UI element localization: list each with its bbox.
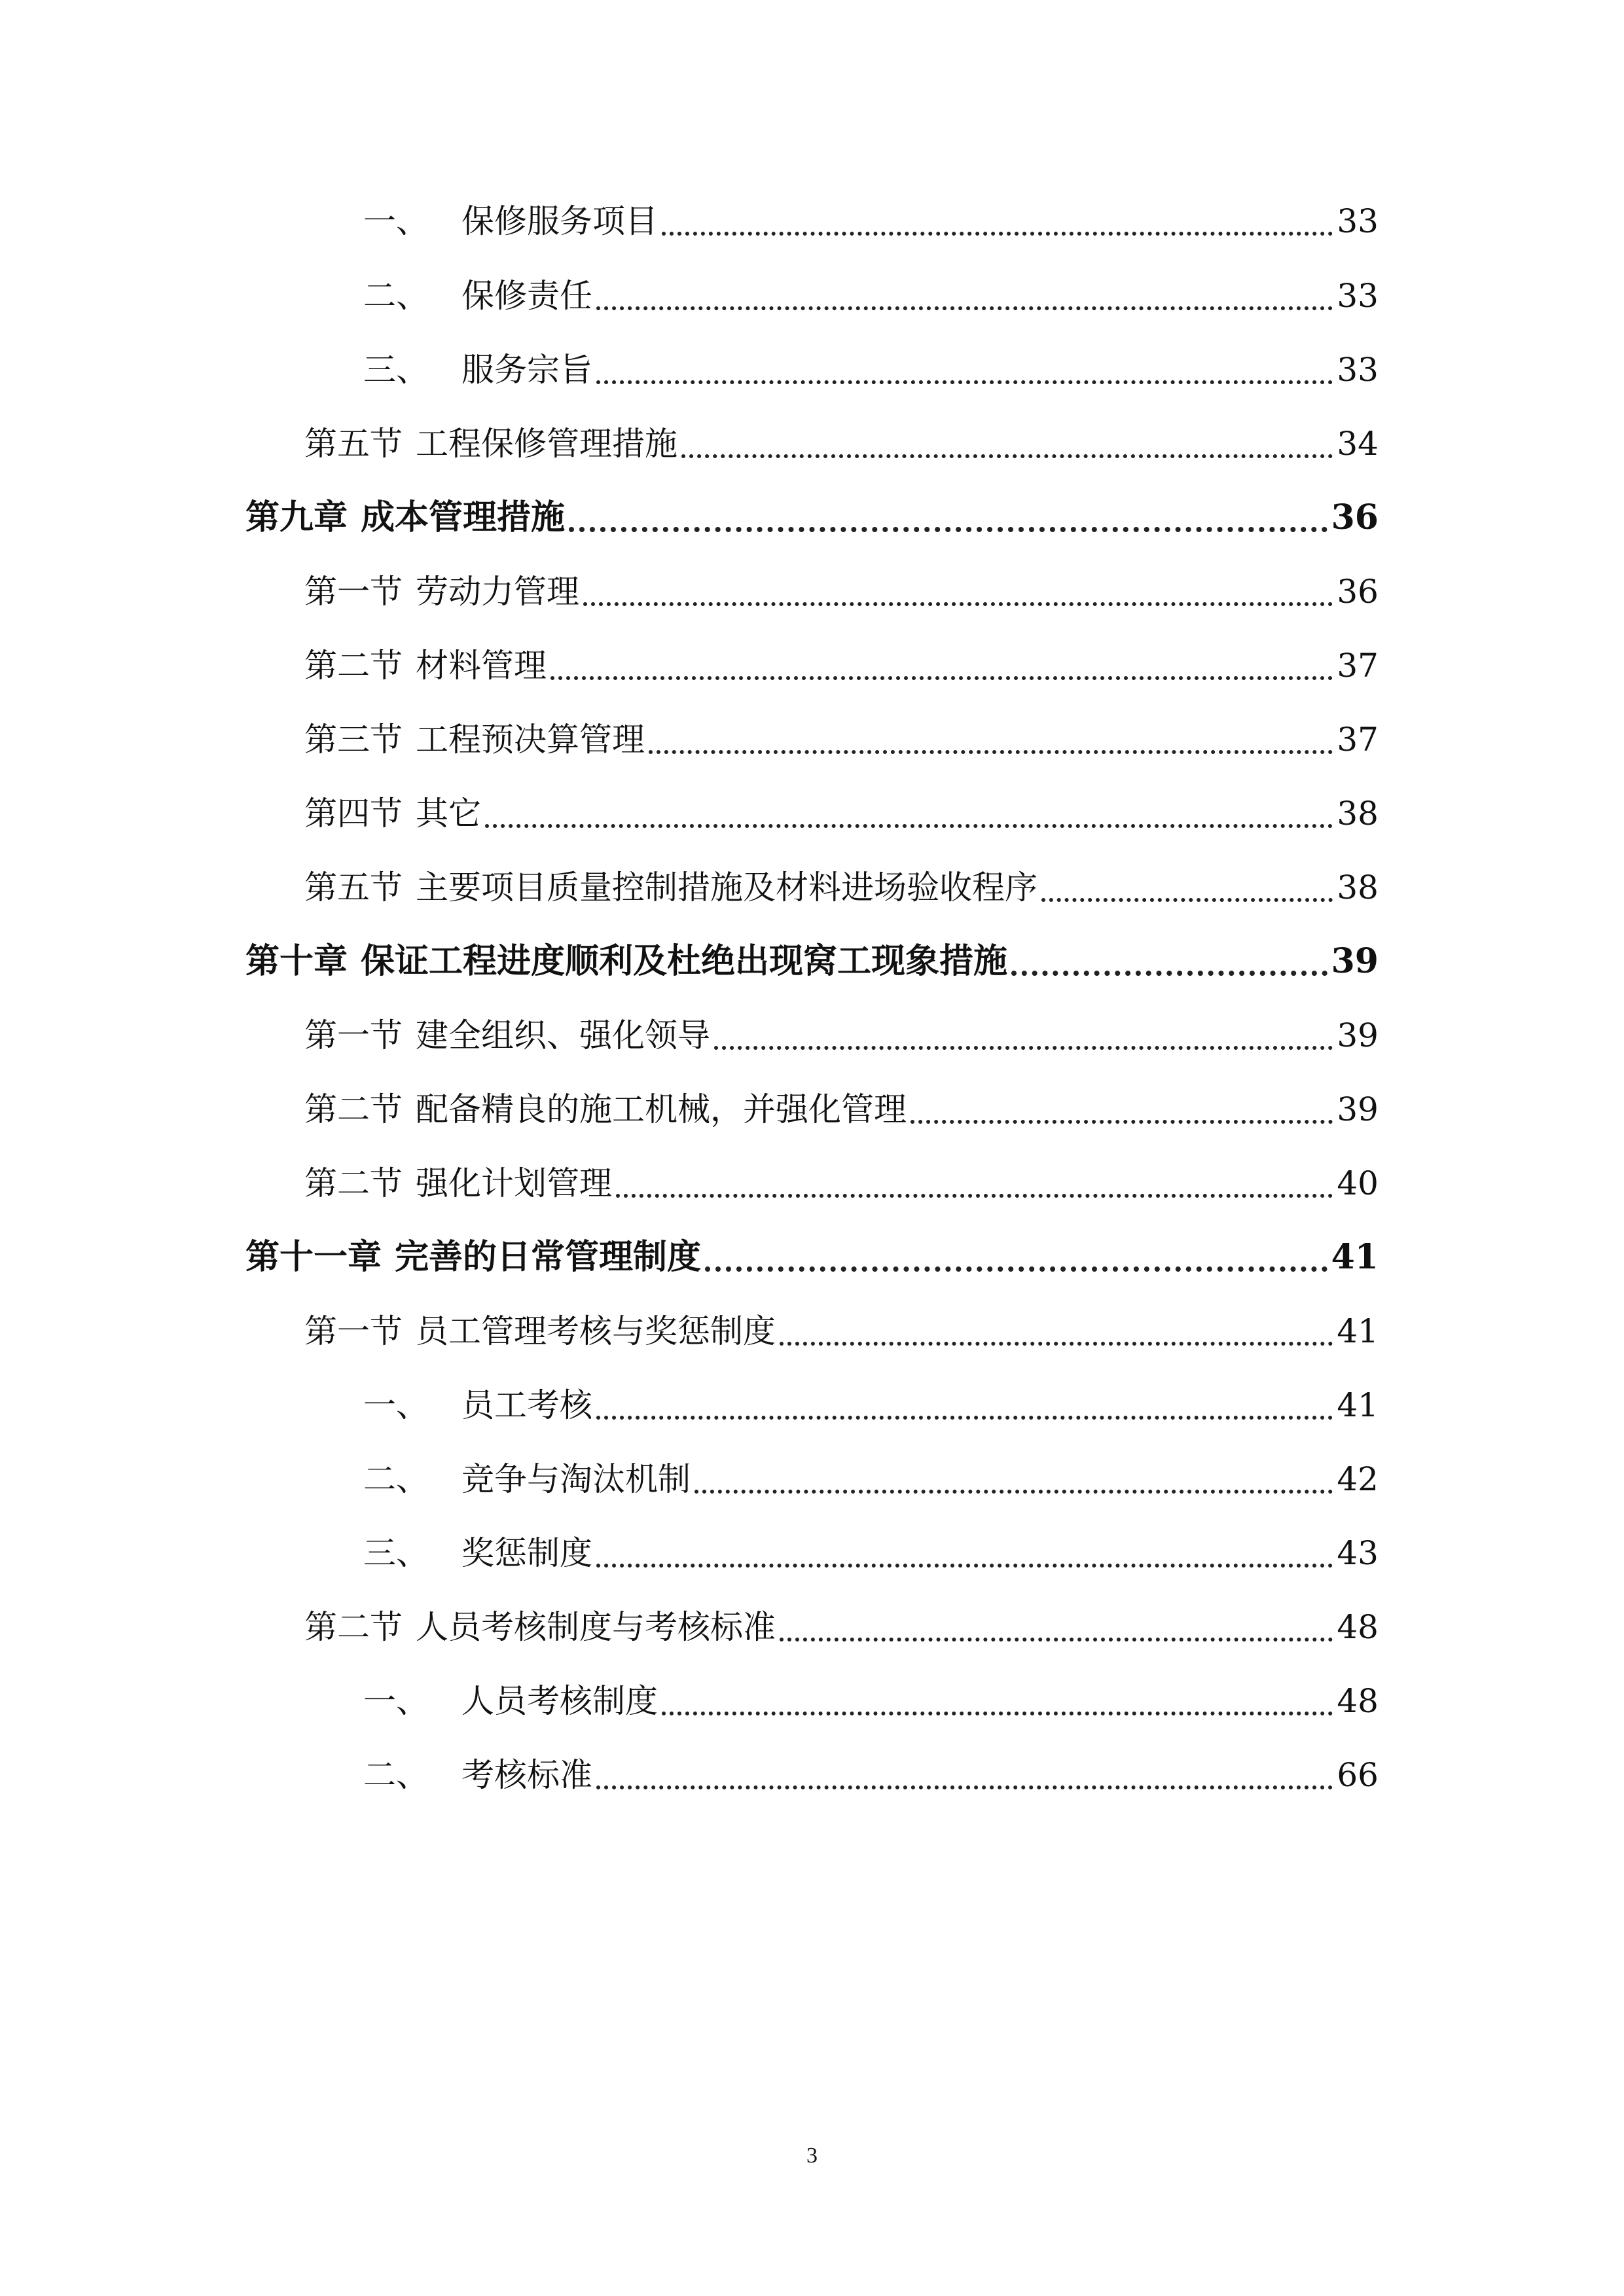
toc-entry-title: 保修责任	[461, 277, 592, 315]
toc-entry[interactable]	[363, 344, 1379, 396]
toc-entry-page: 37	[1337, 721, 1379, 759]
toc-dot-leader	[596, 1564, 1333, 1568]
toc-entry-title: 竞争与淘汰机制	[461, 1460, 691, 1498]
toc-entry-number: 二、	[363, 1460, 429, 1498]
toc-entry-number: 第九章	[245, 497, 348, 537]
toc-entry-page: 41	[1337, 1386, 1379, 1424]
toc-entry-number: 第二节	[304, 1090, 403, 1128]
toc-dot-leader	[681, 454, 1333, 458]
toc-entry-page: 48	[1337, 1608, 1379, 1646]
toc-dot-leader	[714, 1046, 1333, 1050]
toc-entry-page: 40	[1337, 1164, 1379, 1202]
toc-entry-number: 第二节	[304, 647, 403, 685]
toc-entry[interactable]	[304, 1305, 1379, 1357]
toc-entry-page: 37	[1337, 647, 1379, 685]
toc-entry-title: 保证工程进度顺利及杜绝出现窝工现象措施	[361, 941, 1008, 981]
toc-entry[interactable]	[304, 1083, 1379, 1136]
toc-entry[interactable]	[363, 1675, 1379, 1727]
toc-dot-leader	[596, 1785, 1333, 1789]
toc-entry-title: 主要项目质量控制措施及材料进场验收程序	[416, 869, 1038, 906]
toc-dot-leader	[583, 602, 1333, 606]
toc-entry-number: 一、	[363, 202, 429, 240]
toc-entry-title: 工程预决算管理	[416, 721, 645, 759]
toc-entry-number: 三、	[363, 351, 429, 389]
toc-entry[interactable]	[304, 1601, 1379, 1653]
toc-entry-number: 第四节	[304, 795, 403, 833]
toc-entry-title: 服务宗旨	[461, 351, 592, 389]
toc-entry[interactable]	[304, 1157, 1379, 1210]
toc-entry-number: 三、	[363, 1534, 429, 1572]
toc-dot-leader	[780, 1638, 1333, 1641]
toc-entry-page: 38	[1337, 795, 1379, 833]
toc-entry-number: 第二节	[304, 1164, 403, 1202]
toc-dot-leader	[911, 1120, 1333, 1124]
toc-entry-title: 其它	[416, 795, 481, 833]
toc-entry-number: 第十章	[245, 941, 348, 981]
toc-entry-title: 完善的日常管理制度	[395, 1237, 702, 1277]
toc-entry[interactable]	[304, 639, 1379, 692]
toc-entry-number: 第二节	[304, 1608, 403, 1646]
toc-entry-page: 33	[1337, 202, 1379, 240]
toc-chapter-entry[interactable]	[245, 1231, 1379, 1283]
toc-entry-page: 38	[1337, 869, 1379, 906]
toc-entry[interactable]	[363, 270, 1379, 322]
toc-entry[interactable]	[304, 565, 1379, 618]
toc-entry-number: 二、	[363, 277, 429, 315]
toc-dot-leader	[596, 380, 1333, 384]
toc-entry-page: 39	[1337, 1090, 1379, 1128]
toc-entry-page: 66	[1337, 1756, 1379, 1794]
toc-entry-number: 第五节	[304, 869, 403, 906]
toc-entry-title: 配备精良的施工机械，并强化管理	[416, 1090, 907, 1128]
toc-entry-number: 第三节	[304, 721, 403, 759]
toc-entry-title: 成本管理措施	[361, 497, 566, 537]
toc-dot-leader	[485, 824, 1333, 828]
toc-entry-number: 二、	[363, 1756, 429, 1794]
toc-dot-leader	[695, 1490, 1333, 1494]
toc-entry-title: 材料管理	[416, 647, 547, 685]
toc-entry-page: 39	[1331, 941, 1379, 981]
toc-dot-leader	[705, 1266, 1327, 1272]
toc-entry-title: 员工管理考核与奖惩制度	[416, 1312, 776, 1350]
toc-entry[interactable]	[304, 1009, 1379, 1062]
toc-entry-title: 工程保修管理措施	[416, 425, 677, 463]
toc-entry-title: 人员考核制度	[461, 1682, 658, 1720]
toc-entry-page: 43	[1337, 1534, 1379, 1572]
toc-entry[interactable]	[304, 861, 1379, 914]
toc-entry-title: 劳动力管理	[416, 573, 579, 611]
toc-entry-title: 保修服务项目	[461, 202, 658, 240]
toc-entry-number: 第五节	[304, 425, 403, 463]
toc-dot-leader	[569, 527, 1327, 532]
toc-dot-leader	[662, 1712, 1333, 1715]
toc-entry-page: 34	[1337, 425, 1379, 463]
toc-dot-leader	[596, 306, 1333, 310]
toc-entry[interactable]	[363, 1749, 1379, 1801]
toc-entry[interactable]	[363, 1527, 1379, 1579]
toc-entry[interactable]	[363, 195, 1379, 247]
toc-entry[interactable]	[304, 713, 1379, 766]
toc-entry-title: 人员考核制度与考核标准	[416, 1608, 776, 1646]
toc-dot-leader	[780, 1342, 1333, 1346]
toc-dot-leader	[649, 750, 1333, 754]
page-number: 3	[806, 2144, 818, 2168]
toc-entry-page: 33	[1337, 351, 1379, 389]
toc-entry-title: 建全组织、强化领导	[416, 1016, 710, 1054]
toc-entry[interactable]	[304, 787, 1379, 840]
toc-dot-leader	[550, 676, 1333, 680]
toc-entry-number: 第十一章	[245, 1237, 382, 1277]
toc-entry-number: 一、	[363, 1682, 429, 1720]
toc-entry-page: 41	[1331, 1237, 1379, 1277]
toc-dot-leader	[1041, 898, 1333, 902]
toc-entry-title: 强化计划管理	[416, 1164, 612, 1202]
toc-entry-page: 48	[1337, 1682, 1379, 1720]
toc-entry[interactable]	[363, 1379, 1379, 1431]
toc-entry-number: 第一节	[304, 1312, 403, 1350]
toc-dot-leader	[596, 1416, 1333, 1420]
toc-entry-title: 考核标准	[461, 1756, 592, 1794]
toc-entry-page: 36	[1331, 497, 1379, 537]
toc-entry-page: 42	[1337, 1460, 1379, 1498]
toc-chapter-entry[interactable]	[245, 935, 1379, 988]
toc-entry-number: 一、	[363, 1386, 429, 1424]
toc-entry-page: 33	[1337, 277, 1379, 315]
toc-entry-title: 奖惩制度	[461, 1534, 592, 1572]
toc-entry-number: 第一节	[304, 573, 403, 611]
toc-entry-page: 36	[1337, 573, 1379, 611]
toc-entry-page: 39	[1337, 1016, 1379, 1054]
toc-entry[interactable]	[304, 418, 1379, 470]
toc-dot-leader	[1011, 971, 1327, 976]
toc-dot-leader	[662, 232, 1333, 236]
toc-entry-number: 第一节	[304, 1016, 403, 1054]
toc-dot-leader	[616, 1194, 1333, 1198]
toc-entry-page: 41	[1337, 1312, 1379, 1350]
toc-chapter-entry[interactable]	[245, 492, 1379, 544]
toc-entry-title: 员工考核	[461, 1386, 592, 1424]
toc-entry[interactable]	[363, 1453, 1379, 1505]
